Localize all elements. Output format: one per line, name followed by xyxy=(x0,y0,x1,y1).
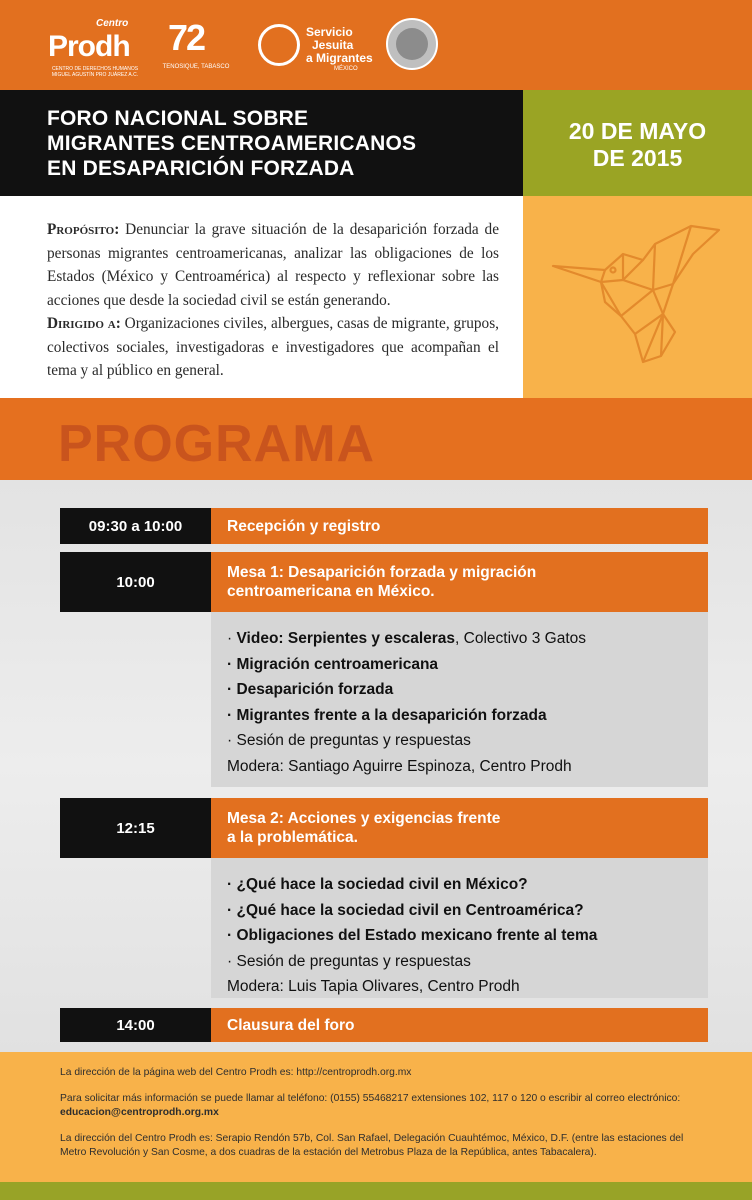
schedule-row-registration xyxy=(60,508,708,544)
sjm-line-1: Servicio xyxy=(306,25,353,39)
list-item-text: Sesión de preguntas y respuestas xyxy=(236,952,471,970)
hummingbird-panel xyxy=(523,196,752,398)
list-item-bold: Video: Serpientes y escaleras xyxy=(236,630,456,647)
list-item xyxy=(227,626,708,652)
list-item-text: Migración centroamericana xyxy=(236,655,439,673)
list-item xyxy=(227,872,708,898)
schedule-time: 09:30 a 10:00 xyxy=(60,508,211,544)
footer-contact xyxy=(60,1092,712,1120)
bullet: · xyxy=(227,681,233,698)
mesa-1-details xyxy=(211,612,708,787)
schedule-topic xyxy=(211,798,708,858)
audience-text: Organizaciones civiles, albergues, casas de migrante, grupos, colectivos sociales, investigadoras e investigadores que acompañan el tema y al público en general. xyxy=(47,315,499,379)
schedule-topic xyxy=(211,1008,708,1042)
list-item-text: ¿Qué hace la sociedad civil en Centroamérica? xyxy=(236,901,584,919)
footer-info xyxy=(0,1052,752,1182)
schedule-time: 12:15 xyxy=(60,798,211,858)
list-item-text: Sesión de preguntas y respuestas xyxy=(236,732,471,749)
footer-address: La dirección del Centro Prodh es: Serapio Rendón 57b, Col. San Rafael, Delegación Cuauhtémoc, México, D.F. (entre las estaciones del Metro Revolución y San Cosme, a dos cuadras de la estación del Metrobus Plaza de la República, antes Tabacalera). xyxy=(60,1133,684,1158)
seal-logo-inner xyxy=(396,28,428,60)
schedule-topic xyxy=(211,552,708,612)
date-line-2: DE 2015 xyxy=(592,145,683,171)
bottom-strip xyxy=(0,1182,752,1200)
list-item xyxy=(227,898,708,924)
schedule-time: 14:00 xyxy=(60,1008,211,1042)
sjm-line-2: Jesuita xyxy=(312,38,354,52)
list-item xyxy=(227,652,708,678)
schedule-topic-text: Recepción y registro xyxy=(227,517,381,535)
prodh-logo-subtitle: CENTRO DE DERECHOS HUMANOS MIGUEL AGUSTÍN PRO JUÁREZ A.C. xyxy=(51,66,139,78)
list-item xyxy=(227,703,708,729)
sjm-logo xyxy=(254,16,374,76)
bullet: · xyxy=(227,876,233,893)
logo-band xyxy=(0,0,752,90)
programa-band xyxy=(0,398,752,480)
purpose-label: Propósito: xyxy=(47,221,120,238)
schedule-row-mesa-1 xyxy=(60,552,708,612)
schedule-topic xyxy=(211,508,708,544)
list-item-text: Migrantes frente a la desaparición forzada xyxy=(236,706,547,724)
prodh-logo-small: Centro xyxy=(96,18,129,29)
list-item xyxy=(227,677,708,703)
mesa-2-details xyxy=(211,858,708,998)
moderator: Modera: Santiago Aguirre Espinoza, Centro Prodh xyxy=(227,757,572,775)
list-item-rest: , Colectivo 3 Gatos xyxy=(455,630,586,647)
schedule-row-mesa-2 xyxy=(60,798,708,858)
programa-heading: PROGRAMA xyxy=(58,415,376,473)
purpose-text: Denunciar la grave situación de la desaparición forzada de personas migrantes centroamericanas, analizar las obligaciones de los Estados (México y Centroamérica) al respecto y reflexionar sobre las acciones que desde la sociedad civil se están generando. xyxy=(47,221,499,309)
sjm-logo-text xyxy=(306,26,373,65)
list-item xyxy=(227,923,708,949)
event-date xyxy=(523,90,752,196)
title-line-2: MIGRANTES CENTROAMERICANOS xyxy=(47,132,417,155)
hummingbird-icon xyxy=(543,214,733,384)
title-line-1: FORO NACIONAL SOBRE xyxy=(47,107,309,130)
bullet: · xyxy=(227,655,233,673)
sjm-logo-mark xyxy=(258,24,300,66)
mesa-1-title-line-2: centroamericana en México. xyxy=(227,583,435,600)
bullet: · xyxy=(227,732,233,749)
schedule-time: 10:00 xyxy=(60,552,211,612)
sjm-logo-subtitle: MÉXICO xyxy=(334,66,358,72)
audience-label: Dirigido a: xyxy=(47,315,121,332)
schedule-row-closing xyxy=(60,1008,708,1042)
mesa-2-title-line-2: a la problemática. xyxy=(227,829,358,846)
bullet: · xyxy=(227,952,233,970)
bullet: · xyxy=(227,706,233,724)
la72-logo-subtitle: TENOSIQUE, TABASCO xyxy=(162,64,230,70)
footer-website: La dirección de la página web del Centro Prodh es: http://centroprodh.org.mx xyxy=(60,1067,412,1078)
bullet: · xyxy=(227,630,233,647)
la72-logo xyxy=(160,17,232,76)
event-title xyxy=(0,90,523,196)
date-line-1: 20 DE MAYO xyxy=(568,118,707,144)
mesa-1-title-line-1: Mesa 1: Desaparición forzada y migración xyxy=(227,564,537,581)
list-item xyxy=(227,949,708,975)
footer-contact-text: Para solicitar más información se puede llamar al teléfono: (0155) 55468217 extensiones 102, 117 o 120 o escribir al correo electrónico: xyxy=(60,1093,681,1104)
list-item-text: ¿Qué hace la sociedad civil en México? xyxy=(236,876,528,893)
moderator: Modera: Luis Tapia Olivares, Centro Prodh xyxy=(227,978,520,995)
contact-email-link[interactable]: educacion@centroprodh.org.mx xyxy=(60,1107,219,1118)
bullet: · xyxy=(227,901,233,919)
schedule-topic-text: Clausura del foro xyxy=(227,1016,355,1034)
list-item-text: Desaparición forzada xyxy=(236,681,394,698)
list-item-text: Obligaciones del Estado mexicano frente al tema xyxy=(236,927,598,944)
sjm-line-3: a Migrantes xyxy=(306,51,373,65)
centro-prodh-logo xyxy=(44,18,144,76)
la72-logo-number: 72 xyxy=(168,17,205,58)
purpose-section xyxy=(0,196,523,398)
mesa-2-title-line-1: Mesa 2: Acciones y exigencias frente xyxy=(227,810,501,827)
prodh-logo-word: Prodh xyxy=(48,30,130,63)
seal-logo xyxy=(386,18,438,70)
bullet: · xyxy=(227,927,233,944)
title-line-3: EN DESAPARICIÓN FORZADA xyxy=(47,157,355,180)
list-item xyxy=(227,728,708,754)
